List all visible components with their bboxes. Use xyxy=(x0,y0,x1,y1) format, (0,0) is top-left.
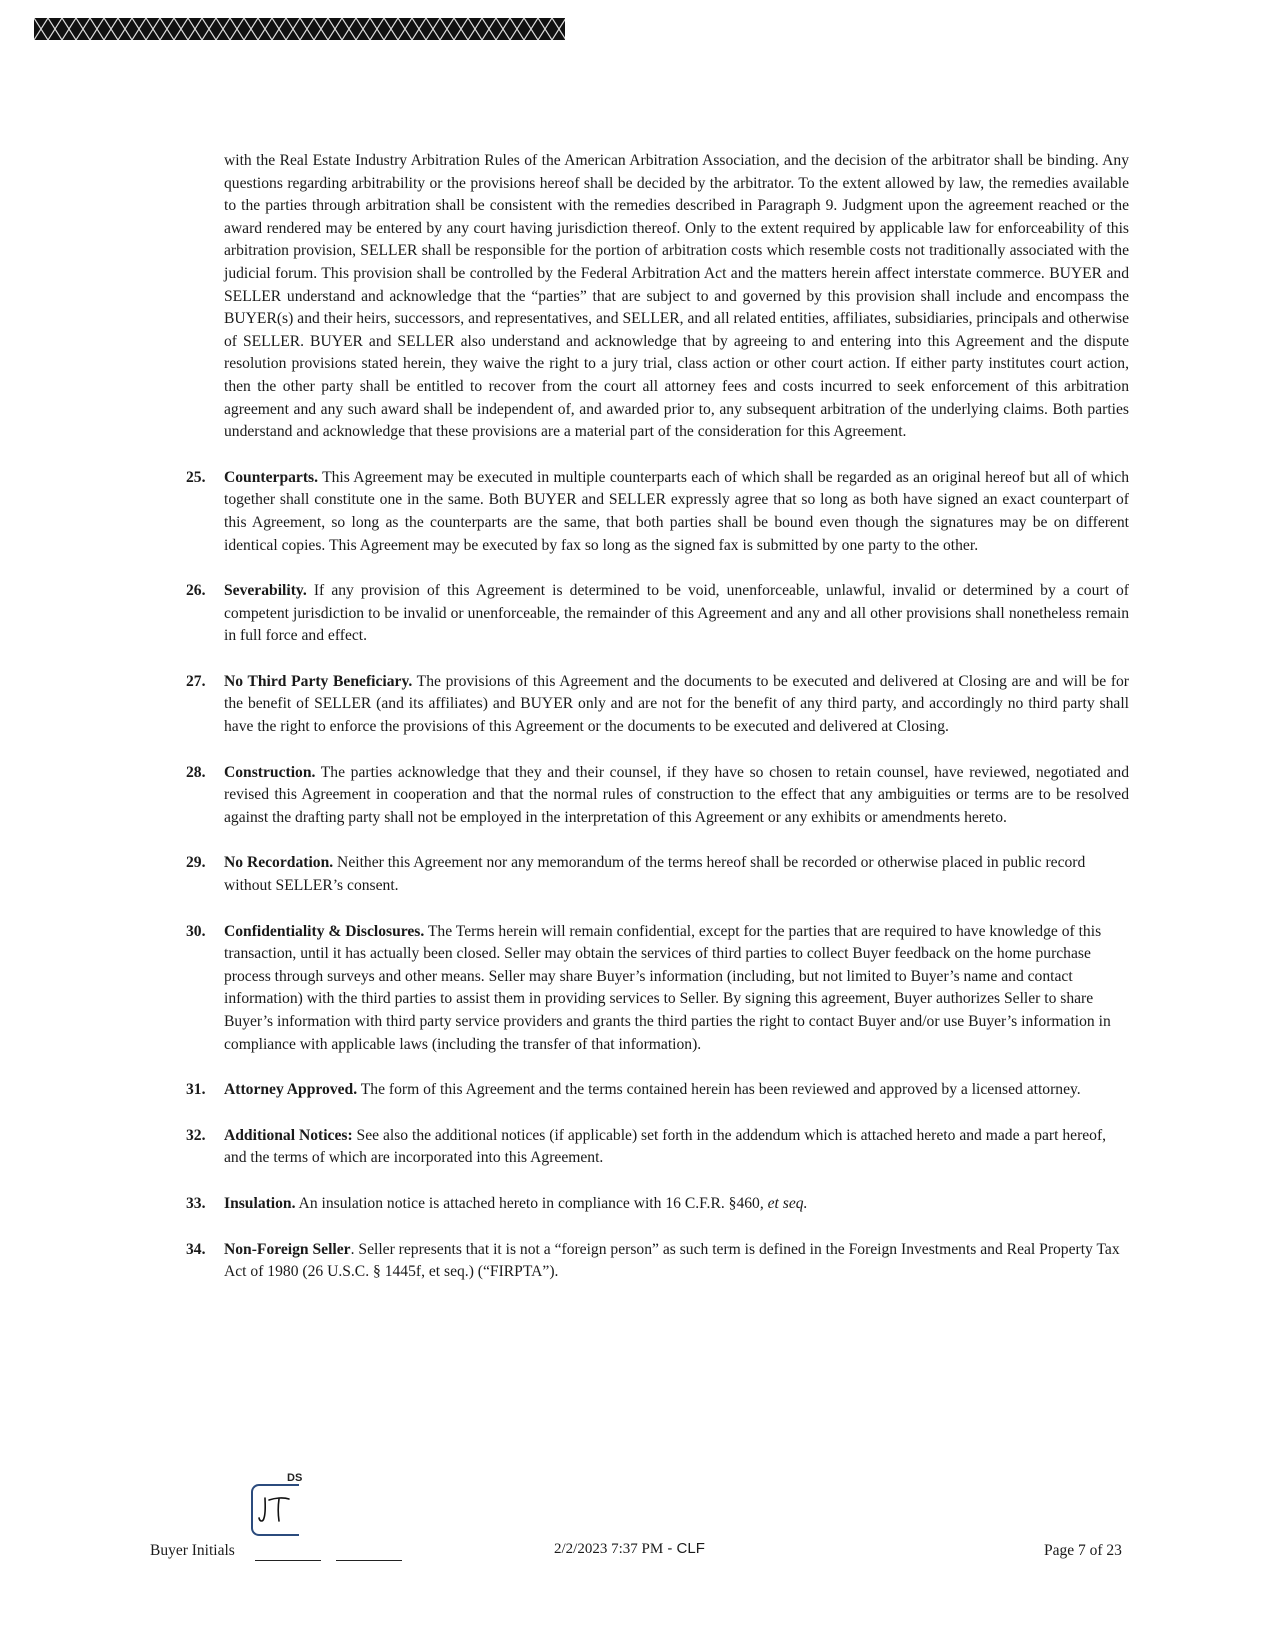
section-title: Counterparts. xyxy=(224,468,318,486)
section-body: The Terms herein will remain confidential, except for the parties that are required to have knowledge of this transaction, until it has actually been closed. Seller may obtain the services of third parties to collect Buyer feedback on the home purchase process through surveys and other means. Seller may share Buyer’s information (including, but not limited to Buyer’s name and contact information) with the third parties to assist them in providing services to Seller. By signing this agreement, Buyer authorizes Seller to share Buyer’s information with third party service providers and grants the third parties the right to contact Buyer and/or use Buyer’s information in compliance with applicable laws (including the transfer of that information). xyxy=(224,922,1111,1053)
section-34 xyxy=(186,1239,1129,1284)
buyer-initials-line-1[interactable] xyxy=(255,1560,321,1561)
section-number: 33. xyxy=(186,1194,206,1212)
section-30 xyxy=(186,921,1129,1057)
section-number: 30. xyxy=(186,922,206,940)
section-number: 28. xyxy=(186,763,206,781)
section-number: 32. xyxy=(186,1126,206,1144)
section-title: Non-Foreign Seller xyxy=(224,1240,351,1258)
section-title: No Recordation. xyxy=(224,854,334,872)
docusign-initials-stamp xyxy=(251,1472,325,1536)
section-26 xyxy=(186,580,1129,648)
section-number: 29. xyxy=(186,854,206,872)
docusign-tag: DS xyxy=(287,1472,303,1484)
section-number: 31. xyxy=(186,1081,206,1099)
buyer-initials-label: Buyer Initials xyxy=(150,1542,235,1559)
arbitration-paragraph: with the Real Estate Industry Arbitration Rules of the American Arbitration Association, and the decision of the arbitrator shall be binding. Any questions regarding arbitrability or the provisions hereof shall be decided by the arbitrator. To the extent allowed by law, the remedies available to the parties through arbitration shall be consistent with the remedies described in Paragraph 9. Judgment upon the agreement reached or the award rendered may be entered by any court having jurisdiction thereof. Only to the extent required by applicable law for enforceability of this arbitration provision, SELLER shall be responsible for the portion of arbitration costs which resemble costs not traditionally associated with the judicial forum. This provision shall be controlled by the Federal Arbitration Act and the matters herein affect interstate commerce. BUYER and SELLER understand and acknowledge that the “parties” that are subject to and governed by this provision shall include and encompass the BUYER(s) and their heirs, successors, and representatives, and SELLER, and all related entities, affiliates, subsidiaries, principals and otherwise of SELLER. BUYER and SELLER also understand and acknowledge that by agreeing to and entering into this Agreement and the dispute resolution provisions stated herein, they waive the right to a jury trial, class action or other court action. If either party institutes court action, then the other party shall be entitled to recover from the court all attorney fees and costs incurred to seek enforcement of this arbitration agreement and any such award shall be independent of, and awarded prior to, any subsequent arbitration of the underlying claims. Both parties understand and acknowledge that these provisions are a material part of the consideration for this Agreement. xyxy=(224,152,1129,441)
section-body: If any provision of this Agreement is determined to be void, unenforceable, unlawful, invalid or determined by a court of competent jurisdiction to be invalid or unenforceable, the remainder of this Agreement and any and all other provisions shall nonetheless remain in full force and effect. xyxy=(224,582,1129,645)
section-body: An insulation notice is attached hereto in compliance with 16 C.F.R. §460, xyxy=(295,1194,768,1212)
section-27 xyxy=(186,671,1129,739)
section-number: 26. xyxy=(186,582,206,600)
section-body: This Agreement may be executed in multiple counterparts each of which shall be regarded as an original hereof but all of which together shall constitute one in the same. Both BUYER and SELLER expressly agree that so long as both have signed an exact counterpart of this Agreement, so long as the counterparts are the same, that both parties shall be bound even though the signatures may be on different identical copies. This Agreement may be executed by fax so long as the signed fax is submitted by one party to the other. xyxy=(224,468,1129,554)
page-number: Page 7 of 23 xyxy=(1044,1542,1122,1559)
section-28 xyxy=(186,762,1129,830)
timestamp: 2/2/2023 7:37 PM - CLF xyxy=(554,1540,705,1557)
section-number: 25. xyxy=(186,468,206,486)
section-title: Additional Notices: xyxy=(224,1126,353,1144)
section-body: The parties acknowledge that they and their counsel, if they have so chosen to retain counsel, have reviewed, negotiated and revised this Agreement in cooperation and that the normal rules of construction to the effect that any ambiguities or terms are to be resolved against the drafting party shall not be employed in the interpretation of this Agreement or any exhibits or amendments hereto. xyxy=(224,763,1129,826)
section-31 xyxy=(186,1079,1129,1102)
section-title: Construction. xyxy=(224,763,316,781)
section-title: Severability. xyxy=(224,582,307,600)
buyer-initials-line-2[interactable] xyxy=(336,1560,402,1561)
section-italic: et seq. xyxy=(767,1194,808,1212)
section-title: Insulation. xyxy=(224,1194,296,1212)
section-32 xyxy=(186,1125,1129,1170)
section-title: No Third Party Beneficiary. xyxy=(224,672,413,690)
section-33 xyxy=(186,1193,1129,1216)
document-body xyxy=(186,150,1129,1284)
redaction-pattern xyxy=(34,18,565,40)
section-title: Attorney Approved. xyxy=(224,1081,358,1099)
section-body: See also the additional notices (if applicable) set forth in the addendum which is attached hereto and made a part hereof, and the terms of which are incorporated into this Agreement. xyxy=(224,1126,1107,1167)
section-body: The provisions of this Agreement and the documents to be executed and delivered at Closing are and will be for the benefit of SELLER (and its affiliates) and BUYER only and are not for the benefit of any third party, and accordingly no third party shall have the right to enforce the provisions of this Agreement or the documents to be executed and delivered at Closing. xyxy=(224,672,1129,736)
section-body: Neither this Agreement nor any memorandum of the terms hereof shall be recorded or otherwise placed in public record without SELLER’s consent. xyxy=(224,854,1086,895)
page-footer xyxy=(0,1536,1275,1566)
initials-signature-icon xyxy=(251,1472,325,1536)
section-body: . Seller represents that it is not a “foreign person” as such term is defined in the Foreign Investments and Real Property Tax Act of 1980 (26 U.S.C. § 1445f, et seq.) (“FIRPTA”). xyxy=(224,1240,1120,1281)
section-title: Confidentiality & Disclosures. xyxy=(224,922,425,940)
section-25 xyxy=(186,467,1129,557)
section-number: 27. xyxy=(186,672,206,690)
section-number: 34. xyxy=(186,1240,206,1258)
section-29 xyxy=(186,852,1129,897)
section-body: The form of this Agreement and the terms contained herein has been reviewed and approved by a licensed attorney. xyxy=(357,1081,1081,1099)
redaction-bar xyxy=(34,18,565,40)
